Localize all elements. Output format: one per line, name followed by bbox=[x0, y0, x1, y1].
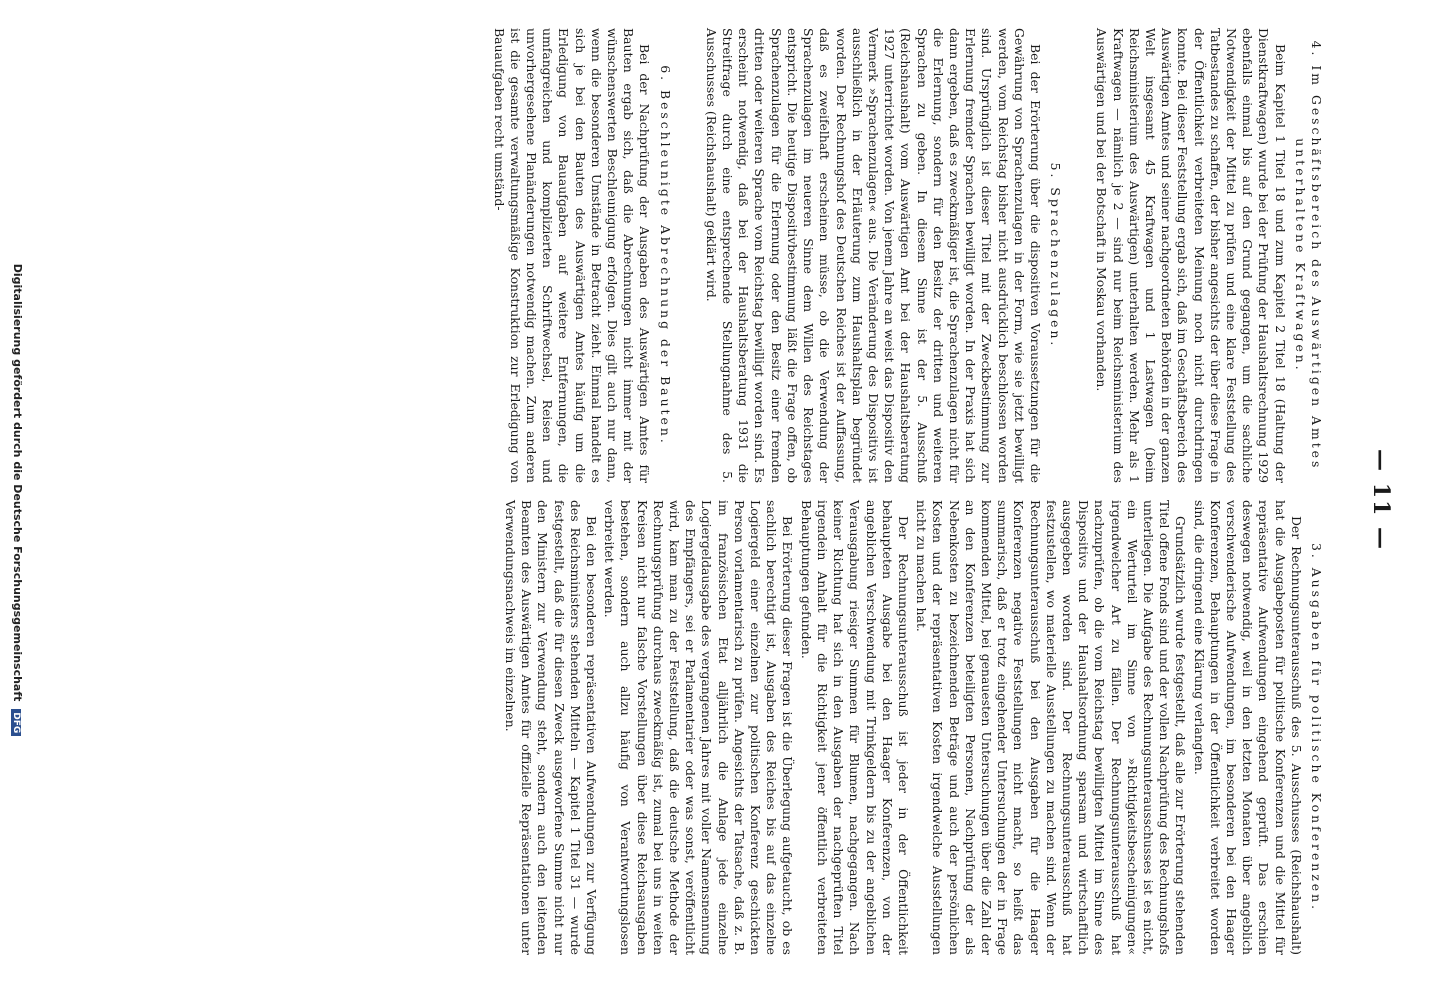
section-5-heading: 5. Sprachenzulagen. bbox=[1048, 162, 1064, 349]
section-4-paragraph-1: Beim Kapitel 1 Titel 18 und zum Kapitel 2 Titel 18 (Haltung der Dienstkraftwagen) wurde bei der Prüfung der Haushaltsrechnung 1929 ebenfalls einmal bis auf den Grund gegangen, um die sachliche Notwendigkeit der Mittel zu prüfen und eine klare Feststellung des Tatbestandes zu schaffen, der bisher angesichts der über diese Frage in der Öffentlichkeit verbreiteten Meinung noch nicht durchdringen konnte. Bei dieser Feststellung ergab sich, daß im Geschäftsbereich des Auswärtigen Amtes und seiner nachgeordneten Behörden in der ganzen Welt insgesamt 45 Kraftwagen und 1 Lastwagen (beim Reichsministerium des Auswärtigen) unterhalten werden. Mehr als 1 Kraftwagen — nämlich je 2 — sind nur beim Reichsministerium des Auswärtigen und bei der Botschaft in Moskau vorhanden. bbox=[1094, 28, 1288, 483]
section-3-paragraph-4: Bei Erörterung dieser Fragen ist die Überlegung aufgetaucht, ob es sachlich berechtigt ist, Ausgaben des Reiches bis auf das einzelne Logiergeld einer einzelnen zur politischen Konferenz geschickten Person vorlamentarisch zu prüfen. Angesichts der Tatsache, daß z. B. im französischen Etat alljährlich die Anlage jede einzelne Logiergeldausgabe des vergangenen Jahres mit voller Namensnennung des Empfängers, sei er Parlamentarier oder was sonst, veröffentlicht wird, kam man zu der Feststellung, daß die deutsche Methode der Rechnungsprüfung durchaus zweckmäßig ist, zumal bei uns in weiten Kreisen nicht nur falsche Vorstellungen über diese Reichsausgaben bestehen, sondern auch allzu häufig von Verantwortungslosen verbreitet werden. bbox=[602, 500, 796, 955]
section-3-paragraph-2: Grundsätzlich wurde festgestellt, daß alle zur Erörterung stehenden Titel offene Fonds sind und der vollen Nachprüfung des Rechnungshofs unterliegen. Die Aufgabe des Rechnungsunterausschusses ist es nicht, ein Werturteil im Sinne von »Richtigkeitsbescheinigungen« irgendwelcher Art zu fällen. Der Rechnungsunterausschuß hat nachzuprüfen, ob die vom Reichstag bewilligten Mittel im Sinne des Dispositivs und der Haushaltsordnung sparsam und wirtschaftlich ausgegeben worden sind. Der Rechnungsunterausschuß hat festzustellen, wo materielle Ausstellungen zu machen sind. Wenn der Rechnungsunterausschuß bei den Ausgaben für die Haager Konferenzen negative Feststellungen nicht macht, so heißt das summarisch, daß er trotz eingehender Untersuchungen der in Frage kommenden Mittel, bei genauesten Untersuchungen über die Zahl der an den Konferenzen beteiligten Personen, Nachprüfung der als Nebenkosten zu bezeichnenden Beträge und auch der persönlichen Kosten und der repräsentativen Kosten irgendwelche Ausstellungen nicht zu machen hat. bbox=[914, 500, 1189, 955]
page-number: — 11 — bbox=[1368, 449, 1394, 551]
dfg-logo-badge: DFG bbox=[11, 709, 21, 736]
section-5-paragraph-1: Bei der Erörterung über die dispositiven Voraussetzungen für die Gewährung von Sprachenzulagen in der Form, wie sie jetzt bewilligt werden, vom Reichstag bisher nicht ausdrücklich beschlossen worden sind. Ursprünglich ist dieser Titel mit der Zweckbestimmung zur Erlernung fremder Sprachen bewilligt worden. In der Praxis hat sich dann ergeben, daß es zweckmäßiger ist, die Sprachenzulagen nicht für die Erlernung, sondern für den Besitz der dritten und weiteren Sprachen zu geben. In diesem Sinne ist der 5. Ausschuß (Reichshaushalt) vom Auswärtigen Amt bei der Haushaltsberatung 1927 unterrichtet worden. Von jenem Jahre an weist das Dispositiv den Vermerk »Sprachenzulagen« aus. Die Veränderung des Dispositivs ist ausschließlich in der Erläuterung zum Haushaltsplan begründet worden. Der Rechnungshof des Deutschen Reiches ist der Auffassung, daß es zweifelhaft erscheinen müsse, ob die Verwendung der Sprachenzulagen im neueren Sinne dem Willen des Reichstages entspricht. Die heutige Dispositivbestimmung läßt die Frage offen, ob Sprachenzulagen für die Erlernung oder den Besitz einer fremden dritten oder weiteren Sprache vom Reichstag bewilligt worden sind. Es erscheint notwendig, daß bei der Haushaltsberatung 1931 die Streitfrage durch eine entsprechende Stellungnahme des 5. Ausschusses (Reichshaushalt) geklärt wird. bbox=[703, 28, 1043, 483]
section-3-paragraph-5: Bei den besonderen repräsentativen Aufwendungen zur Verfügung des Reichsministers stehenden Mitteln — Kapitel 1 Titel 31 — wurde festgestellt, daß die für diesen Zweck ausgeworfene Summe nicht nur den Ministern zur Verwendung steht, sondern auch den leitenden Beamten des Auswärtigen Amtes für offizielle Repräsentationen unter Verwendungsnachweis im einzelnen. bbox=[503, 500, 600, 955]
spacer bbox=[673, 28, 701, 483]
section-3-paragraph-1: Der Rechnungsunterausschuß des 5. Ausschusses (Reichshaushalt) hat die Ausgabeposten für politische Konferenzen und die Mittel für repräsentative Aufwendungen eingehend geprüft. Das erschien deswegen notwendig, weil in den letzten Monaten über angeblich verschwenderische Aufwendungen, im besonderen bei den Haager Konferenzen, Behauptungen in der Öffentlichkeit verbreitet worden sind, die dringend eine Klärung verlangten. bbox=[1191, 500, 1304, 955]
spacer bbox=[1063, 28, 1091, 483]
section-4-heading: 4. Im Geschäftsbereich des Auswärtigen Amtes unterhaltene Kraftwagen. bbox=[1292, 40, 1324, 471]
section-6-heading: 6. Beschleunigte Abrechnung der Bauten. bbox=[657, 65, 673, 446]
credit-text: Digitalisierung gefördert durch die Deutsche Forschungsgemeinschaft bbox=[11, 263, 24, 702]
left-column bbox=[500, 500, 1324, 955]
section-3-heading: 3. Ausgaben für politische Konferenzen. bbox=[1309, 542, 1324, 913]
right-column bbox=[488, 28, 1324, 483]
section-3-paragraph-3: Der Rechnungsunterausschuß ist jeder in der Öffentlichkeit behaupteten Ausgabe bei den Haager Konferenzen, von der angeblichen Verschwendung mit Trinkgeldern bis zu der angeblichen Verausgabung riesiger Summen für Blumen, nachgegangen. Nach keiner Richtung hat sich in den Ausgaben der nachgeprüften Titel irgendein Anhalt für die Richtigkeit jener öffentlich verbreiteten Behauptungen gefunden. bbox=[798, 500, 911, 955]
digitization-credit bbox=[11, 0, 24, 1000]
section-6-paragraph-1: Bei der Nachprüfung der Ausgaben des Auswärtigen Amtes für Bauten ergab sich, daß die Abrechnungen nicht immer mit der wünschenswerten Beschleunigung erfolgen. Dies gilt auch nur dann, wenn die besonderen Umstände in Betracht zieht. Einmal handelt es sich je bei den Bauten des Auswärtigen Amtes häufig um die Erledigung von Bauaufgaben auf weitere Entfernungen, die umfangreichen und komplizierten Schriftwechsel, Reisen und unvorhergesehene Planänderungen notwendig machen. Zum anderen ist die gesamte verwaltungsmäßige Konstruktion zur Erledigung von Bauaufgaben recht umständ- bbox=[491, 28, 653, 483]
